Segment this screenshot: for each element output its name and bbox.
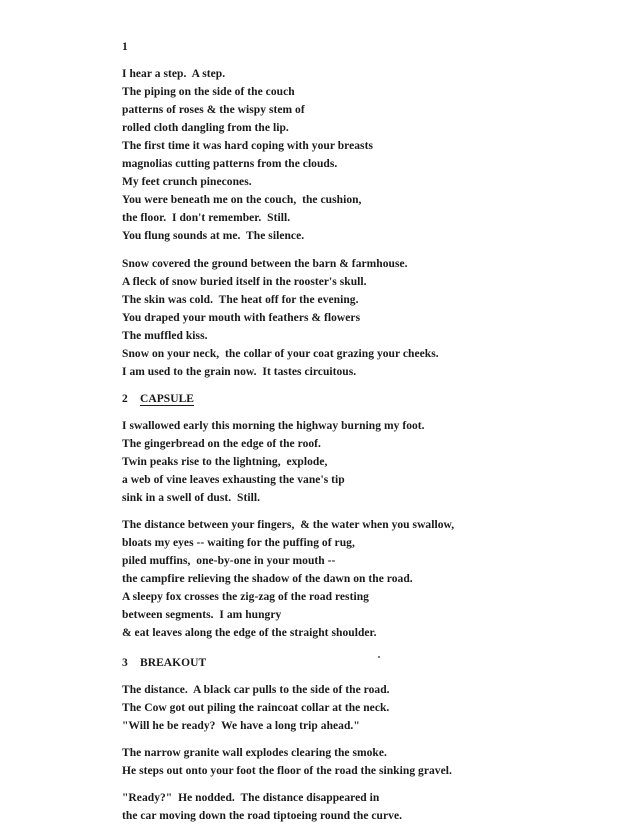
poem-line: Snow covered the ground between the barn & farmhouse. [122,258,408,270]
section-title: BREAKOUT [140,657,207,669]
poem-line: & eat leaves along the edge of the straight shoulder. [122,627,377,639]
poem-line: patterns of roses & the wispy stem of [122,104,305,116]
section-title: CAPSULE [140,393,195,405]
poem-line: A fleck of snow buried itself in the rooster's skull. [122,276,367,288]
poem-line: "Will he be ready? We have a long trip ahead." [122,720,360,732]
poem-line: My feet crunch pinecones. [122,176,252,188]
poem-line: The gingerbread on the edge of the roof. [122,438,321,450]
poem-line: The piping on the side of the couch [122,86,295,98]
poem-line: The skin was cold. The heat off for the evening. [122,294,359,306]
poem-line: A sleepy fox crosses the zig-zag of the road resting [122,591,369,603]
poem-line: "Ready?" He nodded. The distance disappeared in [122,792,380,804]
poem-line: magnolias cutting patterns from the clouds. [122,158,338,170]
poem-line: rolled cloth dangling from the lip. [122,122,289,134]
poem-line: the floor. I don't remember. Still. [122,212,291,224]
poem-line: I am used to the grain now. It tastes circuitous. [122,366,357,378]
poem-line: sink in a swell of dust. Still. [122,492,261,504]
poem-line: He steps out onto your foot the floor of the road the sinking gravel. [122,765,452,777]
poem-line: bloats my eyes -- waiting for the puffing of rug, [122,537,355,549]
page-number: 1 [122,41,128,53]
stanza [122,417,454,507]
section-number: 3 [122,657,128,669]
poem-line: The muffled kiss. [122,330,208,342]
poem-line: I hear a step. A step. [122,68,226,80]
poem-line: The narrow granite wall explodes clearing the smoke. [122,747,387,759]
section-heading-breakout [122,654,454,672]
poem-line: The first time it was hard coping with your breasts [122,140,373,152]
stanza [122,789,454,825]
poem-line: You flung sounds at me. The silence. [122,230,305,242]
poem-line: the car moving down the road tiptoeing round the curve. [122,810,403,822]
poem-text [122,38,454,825]
poem-line: the campfire relieving the shadow of the dawn on the road. [122,573,413,585]
paper-speck [378,656,380,658]
poem-line: piled muffins, one-by-one in your mouth -- [122,555,336,567]
poem-line: Twin peaks rise to the lightning, explode, [122,456,328,468]
poem-line: The distance. A black car pulls to the side of the road. [122,684,390,696]
poem-line: between segments. I am hungry [122,609,282,621]
poem-line: You were beneath me on the couch, the cushion, [122,194,362,206]
section-heading-capsule [122,390,454,408]
poem-line: The distance between your fingers, & the water when you swallow, [122,519,455,531]
stanza [122,255,454,381]
poem-line: Snow on your neck, the collar of your coat grazing your cheeks. [122,348,439,360]
poem-line: a web of vine leaves exhausting the vane's tip [122,474,345,486]
poem-line: I swallowed early this morning the highway burning my foot. [122,420,425,432]
stanza [122,516,454,642]
stanza [122,744,454,780]
poem-line: You draped your mouth with feathers & flowers [122,312,361,324]
stanza [122,681,454,735]
stanza [122,65,454,245]
poem-line: The Cow got out piling the raincoat collar at the neck. [122,702,390,714]
section-number: 2 [122,393,128,405]
